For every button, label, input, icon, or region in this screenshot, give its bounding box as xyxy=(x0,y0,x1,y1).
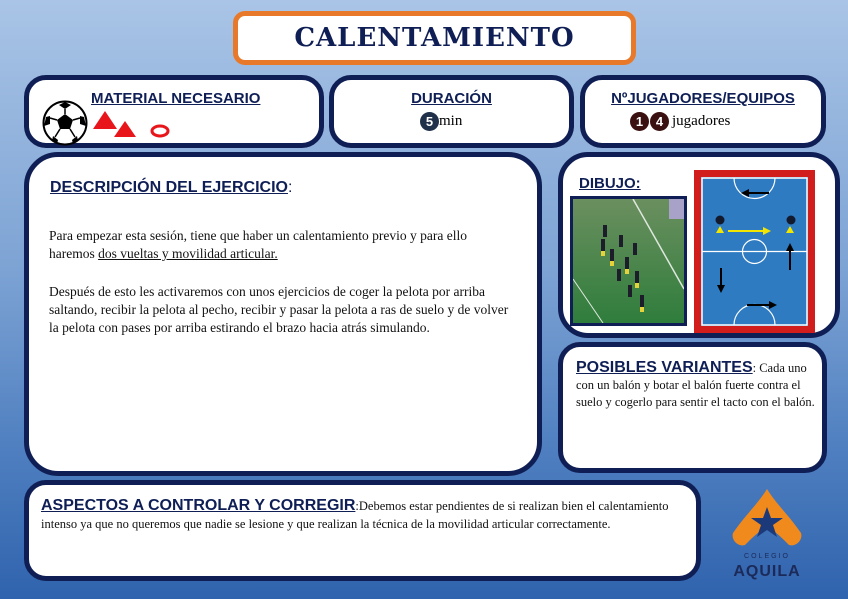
drawing-box xyxy=(558,152,840,338)
description-p1-text: Para empezar esta sesión, tiene que haber un calentamiento previo y para ello haremos xyxy=(49,228,467,261)
controls-paragraph xyxy=(41,497,686,533)
eagle-star-icon xyxy=(727,487,807,553)
players-digit-2: 4 xyxy=(650,112,669,131)
material-heading: MATERIAL NECESARIO xyxy=(91,90,261,107)
soccer-ball-icon xyxy=(42,100,88,146)
cone-icon xyxy=(113,120,137,138)
ring-icon xyxy=(150,124,170,138)
training-photo-image xyxy=(573,199,684,323)
duration-box xyxy=(329,75,574,148)
page-title: CALENTAMIENTO xyxy=(294,23,575,53)
players-heading: NºJUGADORES/EQUIPOS xyxy=(611,90,795,107)
description-p1-underlined: dos vueltas y movilidad articular. xyxy=(98,246,278,261)
duration-value xyxy=(420,112,462,131)
players-digit-1: 1 xyxy=(630,112,649,131)
duration-unit: min xyxy=(439,113,463,129)
variants-box xyxy=(558,342,827,473)
logo-school-name: AQUILA xyxy=(733,563,801,580)
variants-heading: POSIBLES VARIANTES xyxy=(576,359,753,376)
controls-heading: ASPECTOS A CONTROLAR Y CORREGIR xyxy=(41,497,356,514)
description-heading-colon: : xyxy=(287,179,293,196)
court-diagram-frame xyxy=(694,170,815,333)
drawing-heading: DIBUJO: xyxy=(579,175,641,192)
material-box xyxy=(24,75,324,148)
variants-paragraph xyxy=(576,359,816,411)
controls-box xyxy=(24,480,701,581)
players-unit: jugadores xyxy=(672,113,731,129)
players-box xyxy=(580,75,826,148)
controls-text: :Debemos estar pendientes de si realizan bien el calentamiento intenso ya que no queremos que nadie se lesione y que realizan la técnica de la movilidad articular correctamente. xyxy=(41,499,669,531)
description-paragraph-2: Después de esto les activaremos con unos ejercicios de coger la pelota por arriba saltando, recibir la pelota al pecho, recibir y pasar la pelota a ras de suelo y de volver la pelota con pases por arriba estirando el brazo hacia atrás simulando. xyxy=(49,284,509,335)
logo-school-label: COLEGIO xyxy=(744,553,790,560)
description-paragraph-1 xyxy=(49,227,509,263)
training-photo xyxy=(570,196,687,326)
players-value xyxy=(630,112,730,131)
description-heading-wrap xyxy=(50,179,292,197)
title-box xyxy=(233,11,636,65)
court-diagram xyxy=(701,177,808,326)
duration-digit: 5 xyxy=(420,112,439,131)
description-box xyxy=(24,152,542,476)
duration-heading: DURACIÓN xyxy=(411,90,492,107)
school-logo xyxy=(727,487,807,587)
variants-text: : Cada uno con un balón y botar el balón fuerte contra el suelo y cogerlo para sentir el tacto con el balón. xyxy=(576,361,815,409)
description-heading: DESCRIPCIÓN DEL EJERCICIO xyxy=(50,179,288,196)
